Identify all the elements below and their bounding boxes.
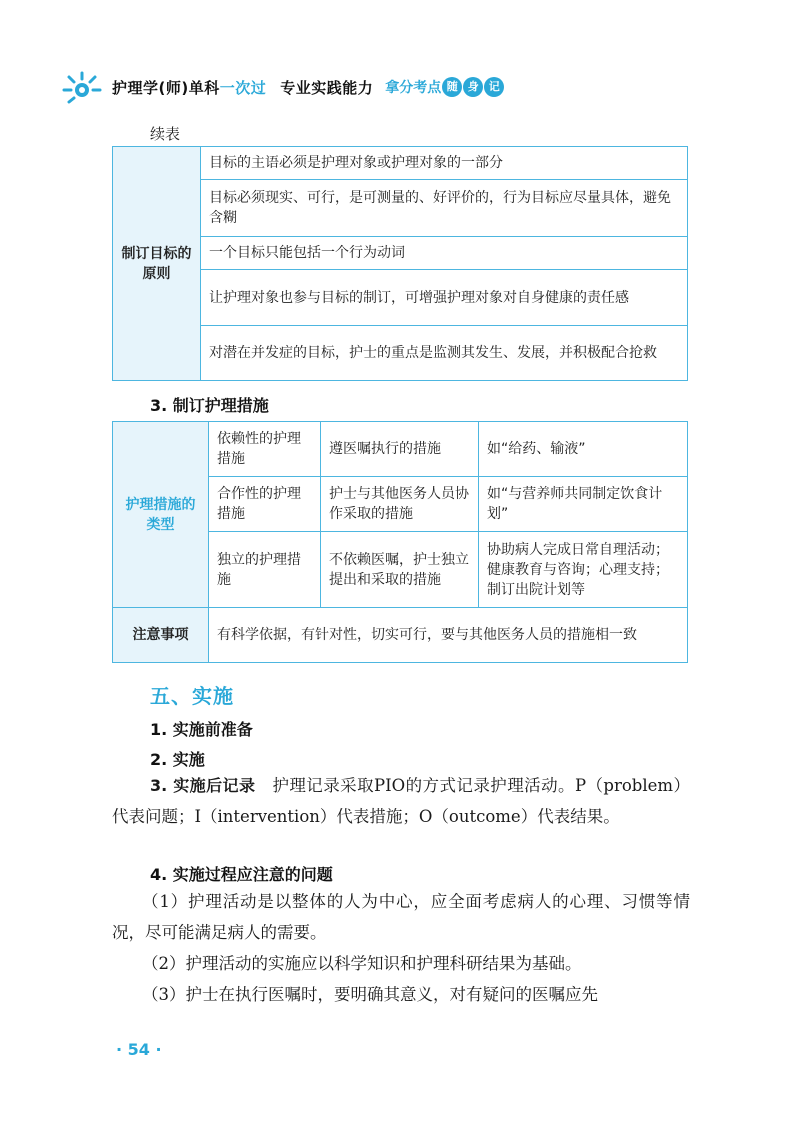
measure-example: 协助病人完成日常自理活动；健康教育与咨询；心理支持；制订出院计划等	[479, 532, 688, 608]
table1-row-header: 制订目标的原则	[113, 147, 201, 381]
table1-cell: 一个目标只能包括一个行为动词	[201, 237, 688, 270]
goal-principles-table	[112, 146, 688, 381]
item-3-title: 3. 实施后记录	[150, 776, 256, 795]
table1-cell: 目标的主语必须是护理对象或护理对象的一部分	[201, 147, 688, 180]
measure-example: 如“给药、输液”	[479, 422, 688, 477]
sunburst-logo-icon	[60, 70, 104, 104]
item-3-text: 护理记录采取PIO的方式记录护理活动。P（problem）代表问题；I（intervention）代表措施；O（outcome）代表结果。	[112, 776, 690, 826]
item-3-paragraph	[112, 770, 690, 832]
item-2-title: 2. 实施	[150, 750, 205, 769]
measure-type: 合作性的护理措施	[209, 477, 321, 532]
book-subtitle: 专业实践能力	[280, 78, 374, 97]
book-title	[112, 77, 266, 98]
table1-cell: 对潜在并发症的目标，护士的重点是监测其发生、发展，并积极配合抢救	[201, 326, 688, 381]
nursing-measures-table	[112, 421, 688, 663]
paragraph-1: （1）护理活动是以整体的人为中心，应全面考虑病人的心理、习惯等情况，尽可能满足病人的需要。	[112, 892, 690, 942]
table2-note-text: 有科学依据，有针对性，切实可行，要与其他医务人员的措施相一致	[209, 608, 688, 663]
chapter-5-title: 五、实施	[150, 684, 234, 708]
measure-type: 独立的护理措施	[209, 532, 321, 608]
continued-label: 续表	[150, 125, 181, 143]
table1-cell: 目标必须现实、可行，是可测量的、好评价的，行为目标应尽量具体，避免含糊	[201, 180, 688, 237]
page-header	[60, 70, 580, 104]
paragraph-2: （2）护理活动的实施应以科学知识和护理科研结果为基础。	[142, 954, 582, 973]
book-title-accent: 一次过	[219, 78, 267, 97]
measure-desc: 护士与其他医务人员协作采取的措施	[321, 477, 479, 532]
table1-cell: 让护理对象也参与目标的制订，可增强护理对象对自身健康的责任感	[201, 270, 688, 326]
measure-example: 如“与营养师共同制定饮食计划”	[479, 477, 688, 532]
measure-desc: 不依赖医嘱，护士独立提出和采取的措施	[321, 532, 479, 608]
book-tag-text: 拿分考点	[385, 80, 442, 96]
measure-type: 依赖性的护理措施	[209, 422, 321, 477]
tag-char: 身	[463, 77, 483, 97]
item-4-title: 4. 实施过程应注意的问题	[150, 865, 333, 884]
page-number: · 54 ·	[116, 1040, 162, 1059]
paragraph-3: （3）护士在执行医嘱时，要明确其意义，对有疑问的医嘱应先	[142, 985, 598, 1004]
tag-char: 记	[484, 77, 504, 97]
book-title-main: 护理学(师)单科	[112, 78, 220, 97]
book-tag	[385, 77, 504, 97]
table2-group-header: 护理措施的类型	[113, 422, 209, 608]
measure-desc: 遵医嘱执行的措施	[321, 422, 479, 477]
section-3-title: 3. 制订护理措施	[150, 396, 269, 415]
table2-note-header: 注意事项	[113, 608, 209, 663]
item-1-title: 1. 实施前准备	[150, 720, 253, 739]
tag-char: 随	[442, 77, 462, 97]
